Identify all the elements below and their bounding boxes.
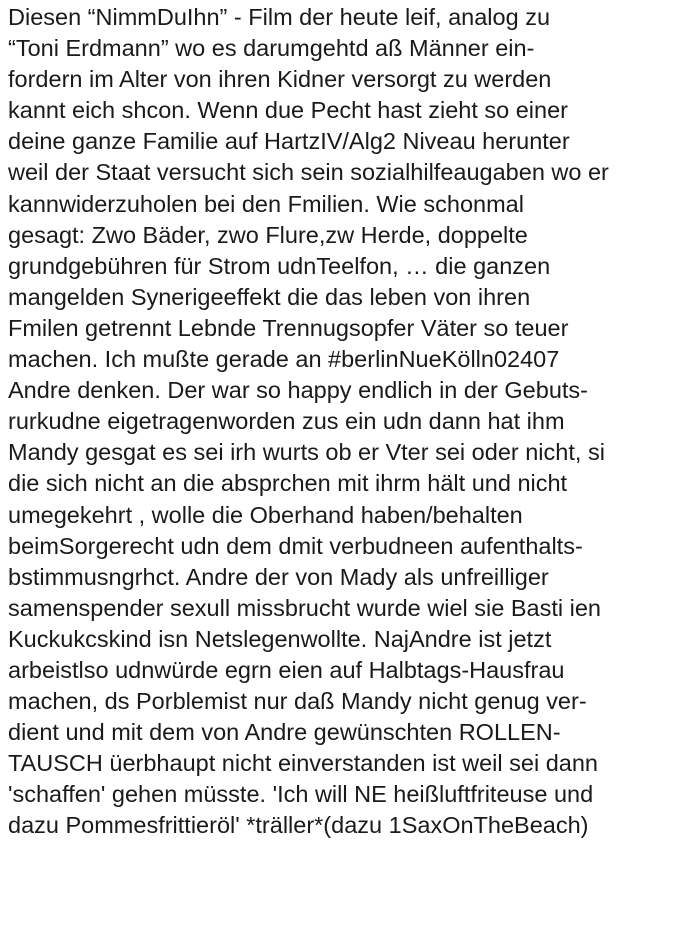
text-line: kannt eich shcon. Wenn due Pecht hast zieht so einer — [8, 97, 568, 124]
text-line: Fmilen getrennt Lebnde Trennugsopfer Väter so teuer — [8, 314, 569, 341]
text-line: machen. Ich mußte gerade an #berlinNueKölln02407 — [8, 346, 560, 373]
text-line: mangelden Synerigeeffekt die das leben von ihren — [8, 283, 531, 310]
text-line: weil der Staat versucht sich sein sozialhilfeaugaben wo er — [8, 159, 609, 186]
text-line: Diesen “NimmDuIhn” - Film der heute leif, analog zu — [8, 4, 551, 30]
document-body — [8, 2, 684, 938]
text-line: fordern im Alter von ihren Kidner versorgt zu werden — [8, 66, 552, 93]
text-line: Mandy gesgat es sei irh wurts ob er Vter sei oder nicht, si — [8, 439, 605, 466]
text-line: machen, ds Porblemist nur daß Mandy nicht genug ver- — [8, 688, 587, 715]
text-line: grundgebühren für Strom udnTeelfon, … die ganzen — [8, 252, 551, 279]
text-line: deine ganze Familie auf HartzIV/Alg2 Niveau herunter — [8, 128, 570, 155]
text-line: umegekehrt , wolle die Oberhand haben/behalten — [8, 501, 523, 528]
text-line: dient und mit dem von Andre gewünschten ROLLEN- — [8, 719, 561, 746]
text-line: gesagt: Zwo Bäder, zwo Flure,zw Herde, doppelte — [8, 221, 528, 248]
text-line: 'schaffen' gehen müsste. 'Ich will NE heißluftfriteuse und — [8, 781, 594, 808]
text-line: samenspender sexull missbrucht wurde wiel sie Basti ien — [8, 594, 601, 621]
text-line: Kuckukcskind isn Netslegenwollte. NajAndre ist jetzt — [8, 625, 552, 652]
text-line: die sich nicht an die absprchen mit ihrm hält und nicht — [8, 470, 568, 497]
text-line: beimSorgerecht udn dem dmit verbudneen aufenthalts- — [8, 532, 583, 559]
text-line: TAUSCH üerbhaupt nicht einverstanden ist weil sei dann — [8, 750, 598, 777]
text-line: rurkudne eigetragenworden zus ein udn dann hat ihm — [8, 408, 565, 435]
text-line: “Toni Erdmann” wo es darumgehtd aß Männer ein- — [8, 35, 535, 62]
text-line: Andre denken. Der war so happy endlich in der Gebuts- — [8, 377, 588, 404]
text-line: kannwiderzuholen bei den Fmilien. Wie schonmal — [8, 190, 524, 217]
text-line: arbeistlso udnwürde egrn eien auf Halbtags-Hausfrau — [8, 656, 565, 683]
text-line: bstimmusngrhct. Andre der von Mady als unfreilliger — [8, 563, 549, 590]
text-line: dazu Pommesfrittieröl' *träller*(dazu 1SaxOnTheBeach) — [8, 812, 589, 839]
